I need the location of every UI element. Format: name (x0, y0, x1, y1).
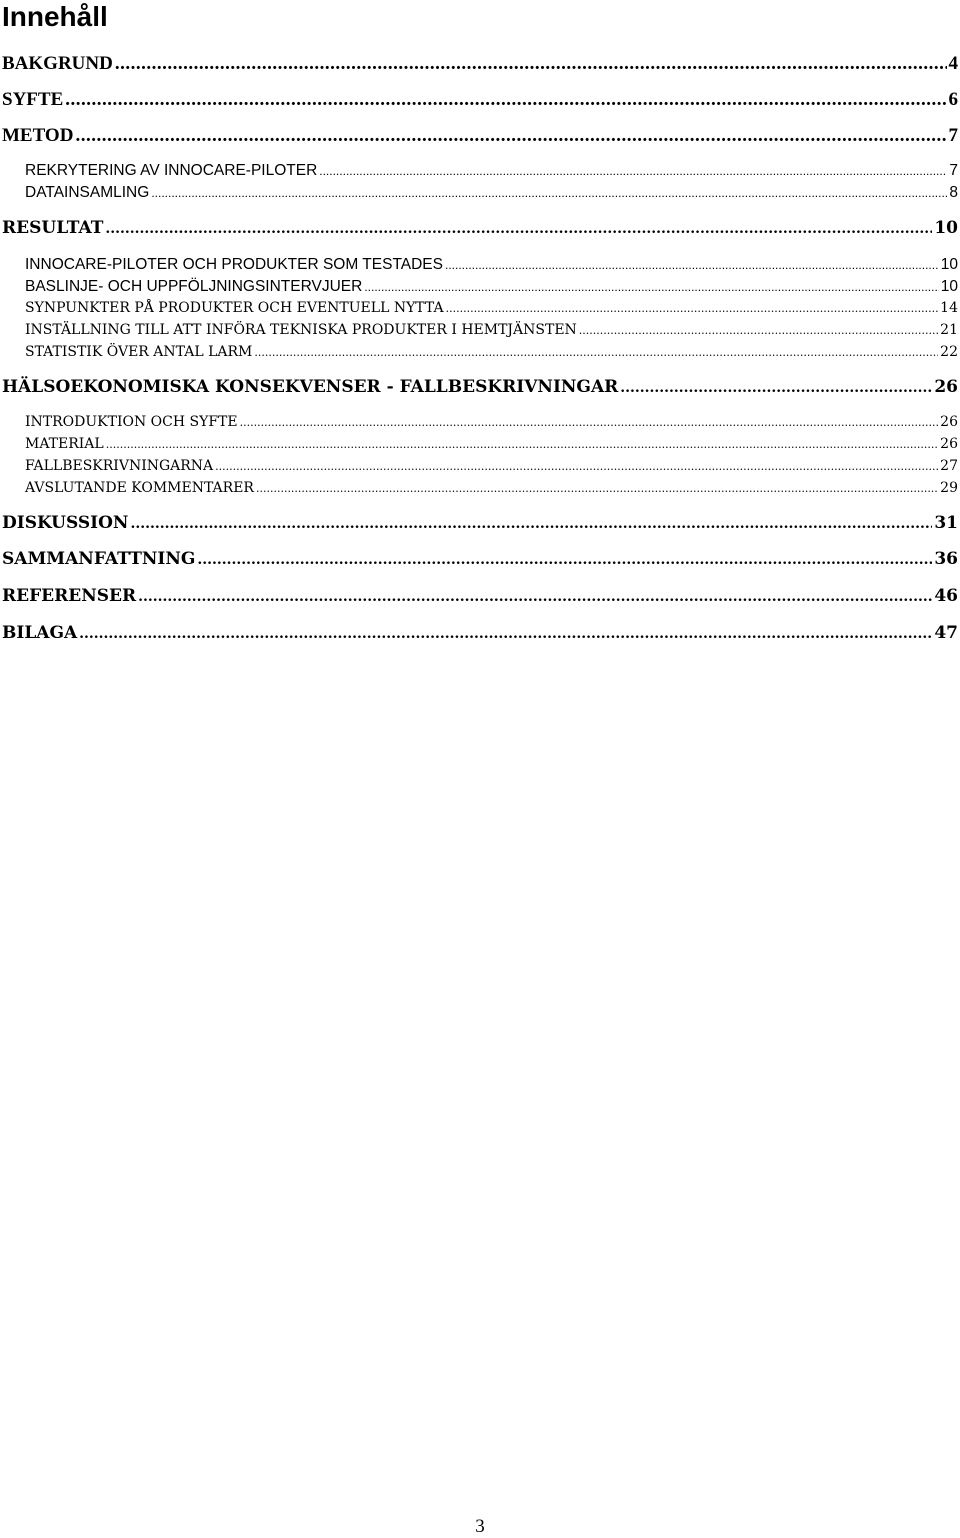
dot-leader (138, 586, 932, 608)
toc-page-number: 21 (940, 322, 958, 338)
toc-page-number: 26 (940, 436, 958, 452)
dot-leader (620, 377, 932, 399)
toc-entry-label: SYFTE (2, 89, 64, 110)
toc-page-number: 22 (940, 344, 958, 360)
page-title: Innehåll (2, 1, 108, 32)
toc-page-number: 36 (934, 549, 958, 569)
toc-entry-label: REFERENSER (2, 586, 137, 606)
toc-entry-label: HÄLSOEKONOMISKA KONSEKVENSER - FALLBESKRIVNINGAR (2, 377, 619, 397)
toc-page-number: 6 (948, 89, 958, 110)
dot-leader (197, 549, 932, 571)
toc-entry-synpunkter[interactable] (25, 299, 958, 318)
page-number: 3 (475, 1516, 485, 1537)
toc-page-number: 27 (940, 458, 958, 474)
toc-page-number: 29 (940, 480, 958, 496)
toc-entry-fallbeskrivningarna[interactable] (25, 457, 958, 476)
toc-entry-label: SAMMANFATTNING (2, 549, 196, 569)
dot-leader (215, 457, 938, 476)
dot-leader (446, 299, 939, 318)
toc-entry-syfte[interactable] (2, 89, 958, 111)
toc-page-number: 4 (948, 53, 958, 74)
toc-entry-installning[interactable] (25, 321, 958, 340)
dot-leader (105, 218, 932, 240)
toc-entry-material[interactable] (25, 435, 958, 454)
toc-page-number: 31 (934, 513, 958, 533)
dot-leader (106, 435, 938, 454)
toc-entry-label: BAKGRUND (2, 53, 113, 74)
dot-leader (579, 321, 938, 340)
toc-entry-label: BASLINJE- OCH UPPFÖLJNINGSINTERVJUER (25, 278, 363, 295)
dot-leader (115, 53, 947, 75)
toc-page-number: 10 (940, 278, 958, 295)
toc-entry-label: SYNPUNKTER PÅ PRODUKTER OCH EVENTUELL NYTTA (25, 300, 444, 316)
toc-entry-label: DATAINSAMLING (25, 184, 150, 201)
dot-leader (79, 623, 932, 645)
dot-leader (445, 256, 939, 275)
toc-entry-bakgrund[interactable] (2, 53, 958, 75)
toc-entry-halsoekonomiska[interactable] (2, 376, 958, 399)
toc-entry-datainsamling[interactable] (25, 183, 958, 203)
toc-entry-label: AVSLUTANDE KOMMENTARER (25, 480, 254, 496)
toc-entry-resultat[interactable] (2, 217, 958, 240)
toc-entry-introduktion[interactable] (25, 413, 958, 432)
toc-entry-label: INTRODUKTION OCH SYFTE (25, 414, 238, 430)
dot-leader (364, 278, 938, 297)
toc-entry-innocare-piloter[interactable] (25, 255, 958, 275)
toc-entry-avslutande[interactable] (25, 479, 958, 498)
toc-entry-diskussion[interactable] (2, 512, 958, 535)
dot-leader (319, 162, 947, 181)
toc-entry-label: REKRYTERING AV INNOCARE-PILOTER (25, 162, 318, 179)
toc-entry-label: FALLBESKRIVNINGARNA (25, 458, 214, 474)
toc-entry-label: MATERIAL (25, 436, 104, 452)
toc-entry-rekrytering[interactable] (25, 161, 958, 181)
toc-page-number: 7 (948, 125, 958, 146)
toc-page-number: 47 (934, 623, 958, 643)
dot-leader (151, 184, 947, 203)
toc-page-number: 8 (949, 184, 958, 201)
toc-page-number: 26 (934, 377, 958, 397)
dot-leader (130, 513, 932, 535)
toc-page-number: 14 (940, 300, 958, 316)
toc-page-number: 46 (934, 586, 958, 606)
dot-leader (75, 125, 946, 147)
toc-page-number: 7 (949, 162, 958, 179)
toc-entry-label: STATISTIK ÖVER ANTAL LARM (25, 344, 253, 360)
toc-entry-statistik[interactable] (25, 343, 958, 362)
table-of-contents (0, 0, 960, 700)
toc-entry-metod[interactable] (2, 125, 958, 147)
dot-leader (256, 479, 938, 498)
dot-leader (240, 413, 939, 432)
dot-leader (65, 89, 946, 111)
toc-page-number: 10 (940, 256, 958, 273)
dot-leader (254, 343, 938, 362)
toc-entry-label: BILAGA (2, 623, 78, 643)
toc-entry-label: METOD (2, 125, 74, 146)
toc-entry-label: INSTÄLLNING TILL ATT INFÖRA TEKNISKA PRODUKTER I HEMTJÄNSTEN (25, 322, 577, 338)
toc-entry-label: RESULTAT (2, 218, 104, 238)
toc-entry-label: INNOCARE-PILOTER OCH PRODUKTER SOM TESTADES (25, 256, 443, 273)
toc-entry-label: DISKUSSION (2, 513, 129, 533)
toc-page-number: 26 (940, 414, 958, 430)
toc-entry-referenser[interactable] (2, 585, 958, 608)
toc-entry-bilaga[interactable] (2, 622, 958, 645)
toc-page-number: 10 (934, 218, 958, 238)
toc-entry-baslinje[interactable] (25, 277, 958, 297)
toc-entry-sammanfattning[interactable] (2, 548, 958, 571)
